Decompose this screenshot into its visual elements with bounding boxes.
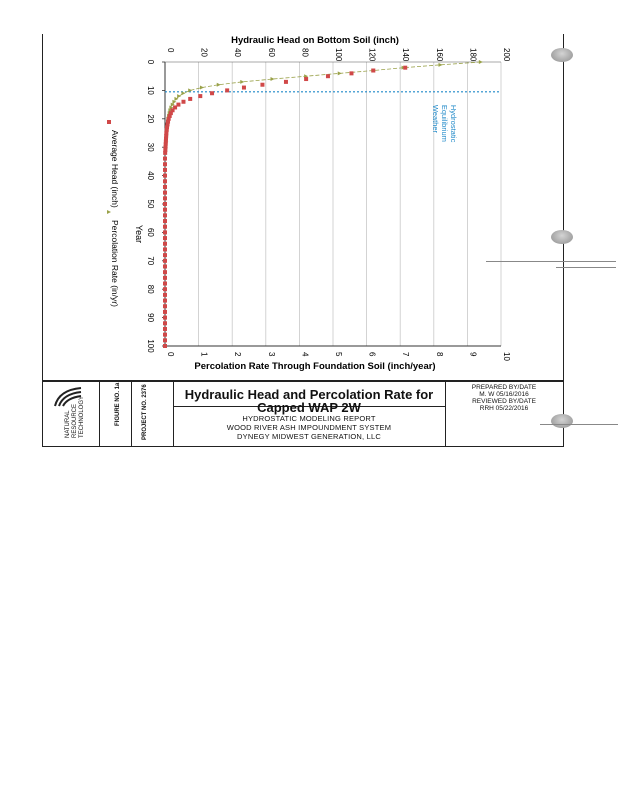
head-point <box>163 287 167 291</box>
head-point <box>163 270 167 274</box>
percolation-point <box>200 86 204 90</box>
year-tick-label: 90 <box>146 313 155 323</box>
head-point <box>163 242 167 246</box>
head-point <box>371 69 375 73</box>
percolation-point <box>217 83 221 87</box>
company-name-line-3: TECHNOLOGY <box>79 395 85 438</box>
head-point <box>163 276 167 280</box>
year-tick-label: 70 <box>146 256 155 266</box>
bottom-tick-label: 8 <box>434 352 444 357</box>
head-point <box>163 174 167 178</box>
head-point <box>163 213 167 217</box>
figure-number: FIGURE NO. 1a <box>115 382 121 426</box>
top-tick-label: 200 <box>502 48 511 62</box>
year-tick-label: 0 <box>146 59 155 65</box>
head-point <box>163 230 167 234</box>
head-point <box>403 66 407 70</box>
head-point <box>163 259 167 263</box>
head-point <box>242 86 246 90</box>
head-point <box>163 219 167 223</box>
reference-line-label-line: Weather <box>431 104 440 134</box>
year-axis-ticks <box>146 60 165 353</box>
subtitle-2: WOOD RIVER ASH IMPOUNDMENT SYSTEM <box>226 423 392 432</box>
head-point <box>210 91 214 95</box>
top-tick-label: 0 <box>166 48 175 53</box>
scan-line-1 <box>486 261 616 262</box>
binder-hole-middle <box>551 230 573 244</box>
bottom-tick-label: 4 <box>300 352 310 357</box>
percolation-point <box>479 60 483 64</box>
head-point <box>163 208 167 212</box>
head-point <box>163 264 167 268</box>
title-block-top-border <box>43 380 563 382</box>
top-tick-label: 20 <box>199 48 209 57</box>
bottom-tick-label: 7 <box>401 352 411 357</box>
head-point <box>163 299 167 303</box>
bottom-tick-label: 10 <box>502 352 511 361</box>
head-point <box>163 247 167 251</box>
head-point <box>163 338 167 342</box>
head-point <box>163 293 167 297</box>
head-point <box>163 191 167 195</box>
project-number: PROJECT NO. 2376 <box>142 384 148 440</box>
head-point <box>188 97 192 101</box>
bottom-tick-label: 9 <box>468 352 478 357</box>
top-tick-label: 100 <box>334 48 343 62</box>
year-tick-label: 100 <box>146 339 155 353</box>
reference-line-label-line: Equilibrium <box>440 104 449 142</box>
head-point <box>163 321 167 325</box>
head-point <box>163 157 167 161</box>
percolation-point <box>439 63 443 67</box>
reviewed-value: RRH 05/22/2016 <box>479 405 529 412</box>
head-point <box>181 100 185 104</box>
legend-head-swatch <box>107 120 111 124</box>
head-point <box>198 94 202 98</box>
binder-hole-top <box>551 48 573 62</box>
head-point <box>163 310 167 314</box>
bottom-axis-label: Percolation Rate Through Foundation Soil (inch/year) <box>194 361 436 372</box>
head-point <box>163 168 167 172</box>
head-point <box>163 225 167 229</box>
head-point <box>163 333 167 337</box>
reference-line-label <box>431 105 458 143</box>
bottom-tick-label: 2 <box>233 352 243 357</box>
top-tick-label: 60 <box>266 48 276 57</box>
percolation-point <box>172 100 176 104</box>
year-axis-label: Year <box>134 224 144 244</box>
head-point <box>163 185 167 189</box>
legend-percolation-swatch <box>107 210 111 214</box>
top-tick-label: 120 <box>367 48 377 62</box>
legend-percolation-label: Percolation Rate (in/yr) <box>110 220 120 307</box>
reviewed-label: REVIEWED BY/DATE <box>472 398 536 405</box>
top-tick-label: 160 <box>434 48 444 62</box>
head-point <box>163 162 167 166</box>
head-point <box>163 304 167 308</box>
binder-hole-bottom <box>551 414 573 428</box>
head-point <box>284 80 288 84</box>
percolation-point <box>271 77 275 81</box>
bottom-tick-label: 1 <box>199 352 209 357</box>
year-tick-label: 60 <box>146 227 155 237</box>
prepared-label: PREPARED BY/DATE <box>471 384 537 391</box>
year-tick-label: 80 <box>146 284 155 294</box>
top-tick-label: 80 <box>300 48 310 57</box>
title-block-divider-1 <box>99 380 100 446</box>
head-point <box>163 344 167 348</box>
prepared-value: M. W 05/16/2016 <box>479 391 529 398</box>
year-tick-label: 40 <box>146 171 155 181</box>
head-point <box>225 88 229 92</box>
bottom-tick-label: 5 <box>334 352 343 357</box>
top-tick-label: 40 <box>233 48 243 57</box>
legend-head-label: Average Head (inch) <box>110 130 120 208</box>
head-point <box>163 179 167 183</box>
head-point <box>163 196 167 200</box>
title-line-2: Capped WAP 2W <box>257 400 361 415</box>
head-point <box>349 71 353 75</box>
top-tick-label: 140 <box>401 48 411 62</box>
percolation-point <box>240 80 244 84</box>
subtitle-1: HYDROSTATIC MODELING REPORT <box>242 414 376 423</box>
title-block-divider-2 <box>131 380 132 446</box>
head-point <box>163 151 167 155</box>
scan-line-2 <box>556 267 616 268</box>
head-point <box>163 316 167 320</box>
scan-line-3 <box>540 424 618 425</box>
year-tick-label: 10 <box>146 85 155 95</box>
head-series <box>163 66 407 348</box>
title-line-1: Hydraulic Head and Percolation Rate for <box>184 387 434 402</box>
top-axis-ticks <box>166 48 511 62</box>
head-point <box>163 282 167 286</box>
company-name-line-1: NATURAL <box>65 410 71 438</box>
year-tick-label: 30 <box>146 142 155 152</box>
head-point <box>163 327 167 331</box>
head-point <box>304 77 308 81</box>
head-point <box>326 74 330 78</box>
company-name-line-2: RESOURCE <box>72 403 78 438</box>
legend <box>107 120 120 307</box>
bottom-tick-label: 0 <box>166 352 175 357</box>
top-tick-label: 180 <box>468 48 478 62</box>
head-point <box>163 202 167 206</box>
percolation-point <box>177 94 181 98</box>
bottom-tick-label: 3 <box>266 352 276 357</box>
bottom-tick-label: 6 <box>367 352 377 357</box>
drawing-sheet <box>42 34 564 447</box>
percolation-point <box>338 71 342 75</box>
year-tick-label: 50 <box>146 199 155 209</box>
subtitle-3: DYNEGY MIDWEST GENERATION, LLC <box>237 432 381 441</box>
head-point <box>163 236 167 240</box>
head-point <box>163 253 167 257</box>
year-tick-label: 20 <box>146 114 155 124</box>
top-axis-label: Hydraulic Head on Bottom Soil (inch) <box>231 35 399 46</box>
head-point <box>260 83 264 87</box>
percolation-point <box>181 91 185 95</box>
reference-line-label-line: Hydrostatic <box>449 104 458 143</box>
